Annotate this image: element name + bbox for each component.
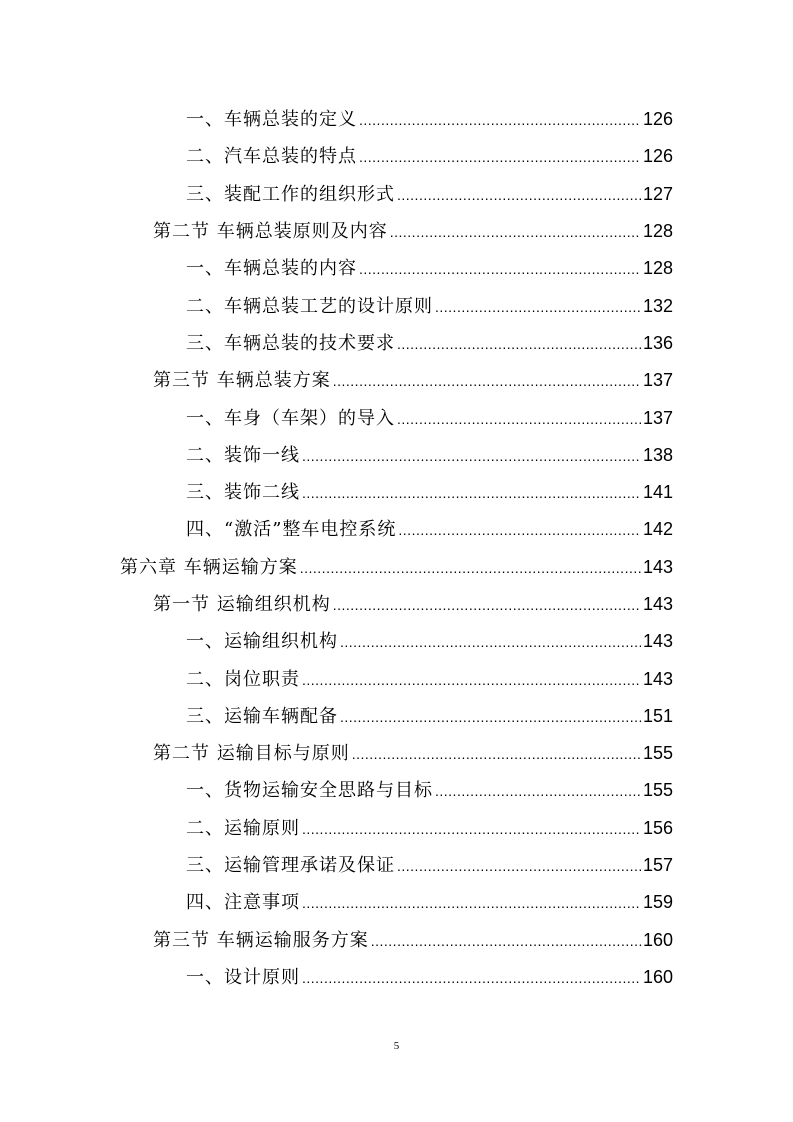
toc-entry-line <box>186 632 673 651</box>
toc-entry-page-number: 126 <box>642 109 673 130</box>
toc-entry-page-number: 160 <box>642 966 673 987</box>
toc-leader-dots <box>352 747 641 761</box>
toc-entry[interactable] <box>0 772 793 809</box>
toc-entry[interactable] <box>0 810 793 847</box>
toc-entry-line <box>186 707 673 726</box>
toc-entry-page-number: 160 <box>642 929 673 950</box>
toc-entry-title: 第二节 车辆总装原则及内容 <box>153 221 388 243</box>
toc-entry-line <box>186 110 673 129</box>
toc-entry-line <box>186 781 673 800</box>
toc-entry-title: 二、车辆总装工艺的设计原则 <box>186 295 433 317</box>
toc-leader-dots <box>397 188 641 202</box>
toc-entry-page-number: 137 <box>642 370 673 391</box>
toc-entry-page-number: 142 <box>642 519 673 540</box>
toc-entry[interactable] <box>0 959 793 996</box>
toc-entry-line <box>186 819 673 838</box>
toc-leader-dots <box>397 859 641 873</box>
toc-entry-title: 三、运输管理承诺及保证 <box>186 855 395 877</box>
toc-entry-page-number: 137 <box>642 407 673 428</box>
toc-leader-dots <box>397 337 641 351</box>
toc-entry[interactable] <box>0 399 793 436</box>
table-of-contents <box>0 101 793 996</box>
toc-entry-page-number: 138 <box>642 444 673 465</box>
toc-entry-page-number: 155 <box>642 743 673 764</box>
toc-entry[interactable] <box>0 735 793 772</box>
toc-entry-title: 四、“激活”整车电控系统 <box>186 519 397 541</box>
toc-entry-title: 第三节 车辆总装方案 <box>153 370 331 392</box>
toc-entry[interactable] <box>0 213 793 250</box>
toc-leader-dots <box>340 635 641 649</box>
toc-entry[interactable] <box>0 884 793 921</box>
toc-entry[interactable] <box>0 325 793 362</box>
toc-entry[interactable] <box>0 101 793 138</box>
toc-entry[interactable] <box>0 362 793 399</box>
toc-entry-line <box>186 520 673 539</box>
toc-entry-line <box>186 856 673 875</box>
toc-leader-dots <box>302 449 641 463</box>
toc-entry-title: 四、注意事项 <box>186 892 300 914</box>
toc-entry-line <box>186 483 673 502</box>
toc-entry[interactable] <box>0 250 793 287</box>
toc-entry[interactable] <box>0 176 793 213</box>
toc-leader-dots <box>371 934 641 948</box>
toc-entry-page-number: 127 <box>642 183 673 204</box>
page-number: 5 <box>393 1040 400 1052</box>
toc-entry-page-number: 151 <box>642 705 673 726</box>
toc-entry-title: 二、汽车总装的特点 <box>186 146 357 168</box>
toc-entry-line <box>153 744 673 763</box>
toc-leader-dots <box>435 784 641 798</box>
toc-entry-title: 一、车辆总装的内容 <box>186 258 357 280</box>
toc-entry-line <box>186 185 673 204</box>
toc-entry-line <box>153 595 673 614</box>
toc-entry-line <box>186 409 673 428</box>
toc-entry-page-number: 136 <box>642 332 673 353</box>
toc-entry-line <box>186 446 673 465</box>
toc-leader-dots <box>333 598 641 612</box>
toc-leader-dots <box>397 412 641 426</box>
toc-entry-title: 三、车辆总装的技术要求 <box>186 332 395 354</box>
toc-entry-line <box>153 222 673 241</box>
toc-entry-page-number: 143 <box>642 668 673 689</box>
toc-entry-title: 一、货物运输安全思路与目标 <box>186 780 433 802</box>
toc-entry-title: 第二节 运输目标与原则 <box>153 743 350 765</box>
toc-entry[interactable] <box>0 698 793 735</box>
toc-entry-page-number: 156 <box>642 817 673 838</box>
toc-leader-dots <box>302 486 641 500</box>
toc-leader-dots <box>340 710 641 724</box>
toc-leader-dots <box>302 822 641 836</box>
toc-leader-dots <box>333 374 641 388</box>
toc-leader-dots <box>435 300 641 314</box>
toc-entry[interactable] <box>0 138 793 175</box>
toc-entry-page-number: 126 <box>642 146 673 167</box>
toc-entry-page-number: 157 <box>642 855 673 876</box>
toc-entry-line <box>186 893 673 912</box>
toc-entry-title: 第三节 车辆运输服务方案 <box>153 929 369 951</box>
toc-entry-page-number: 128 <box>642 258 673 279</box>
toc-entry-title: 一、车身（车架）的导入 <box>186 407 395 429</box>
toc-entry-title: 二、运输原则 <box>186 817 300 839</box>
toc-entry[interactable] <box>0 474 793 511</box>
toc-leader-dots <box>300 561 641 575</box>
toc-entry-title: 二、装饰一线 <box>186 444 300 466</box>
toc-entry-page-number: 143 <box>642 631 673 652</box>
toc-entry[interactable] <box>0 511 793 548</box>
toc-entry[interactable] <box>0 847 793 884</box>
toc-entry-line <box>153 371 673 390</box>
toc-leader-dots <box>398 523 641 537</box>
toc-entry-line <box>186 670 673 689</box>
toc-entry-line <box>186 147 673 166</box>
toc-leader-dots <box>390 225 641 239</box>
toc-entry-page-number: 132 <box>642 295 673 316</box>
toc-entry[interactable] <box>0 586 793 623</box>
toc-entry[interactable] <box>0 922 793 959</box>
toc-entry-line <box>186 334 673 353</box>
toc-entry-title: 第六章 车辆运输方案 <box>120 556 298 578</box>
toc-entry-page-number: 155 <box>642 780 673 801</box>
toc-entry-title: 第一节 运输组织机构 <box>153 594 331 615</box>
toc-entry[interactable] <box>0 549 793 586</box>
toc-leader-dots <box>359 150 641 164</box>
toc-entry-title: 二、岗位职责 <box>186 668 300 690</box>
toc-leader-dots <box>302 673 641 687</box>
toc-entry-line <box>186 259 673 278</box>
toc-leader-dots <box>302 971 641 985</box>
toc-entry-page-number: 159 <box>642 892 673 913</box>
toc-entry-title: 三、装配工作的组织形式 <box>186 183 395 205</box>
toc-leader-dots <box>359 262 641 276</box>
toc-entry-title: 三、装饰二线 <box>186 482 300 504</box>
toc-entry-title: 三、运输车辆配备 <box>186 705 338 727</box>
toc-entry[interactable] <box>0 660 793 697</box>
toc-entry-page-number: 143 <box>642 556 673 577</box>
toc-entry-page-number: 128 <box>642 221 673 242</box>
toc-entry-page-number: 143 <box>642 594 673 614</box>
toc-entry-line <box>186 297 673 316</box>
toc-entry-line <box>186 968 673 987</box>
toc-entry[interactable] <box>0 623 793 660</box>
toc-entry-page-number: 141 <box>642 482 673 503</box>
toc-entry-line <box>120 558 673 577</box>
toc-leader-dots <box>359 113 641 127</box>
toc-leader-dots <box>302 896 641 910</box>
toc-entry-title: 一、车辆总装的定义 <box>186 109 357 131</box>
toc-entry[interactable] <box>0 437 793 474</box>
toc-entry-title: 一、设计原则 <box>186 966 300 988</box>
toc-entry-title: 一、运输组织机构 <box>186 631 338 653</box>
toc-entry-line <box>153 931 673 950</box>
toc-entry[interactable] <box>0 287 793 324</box>
